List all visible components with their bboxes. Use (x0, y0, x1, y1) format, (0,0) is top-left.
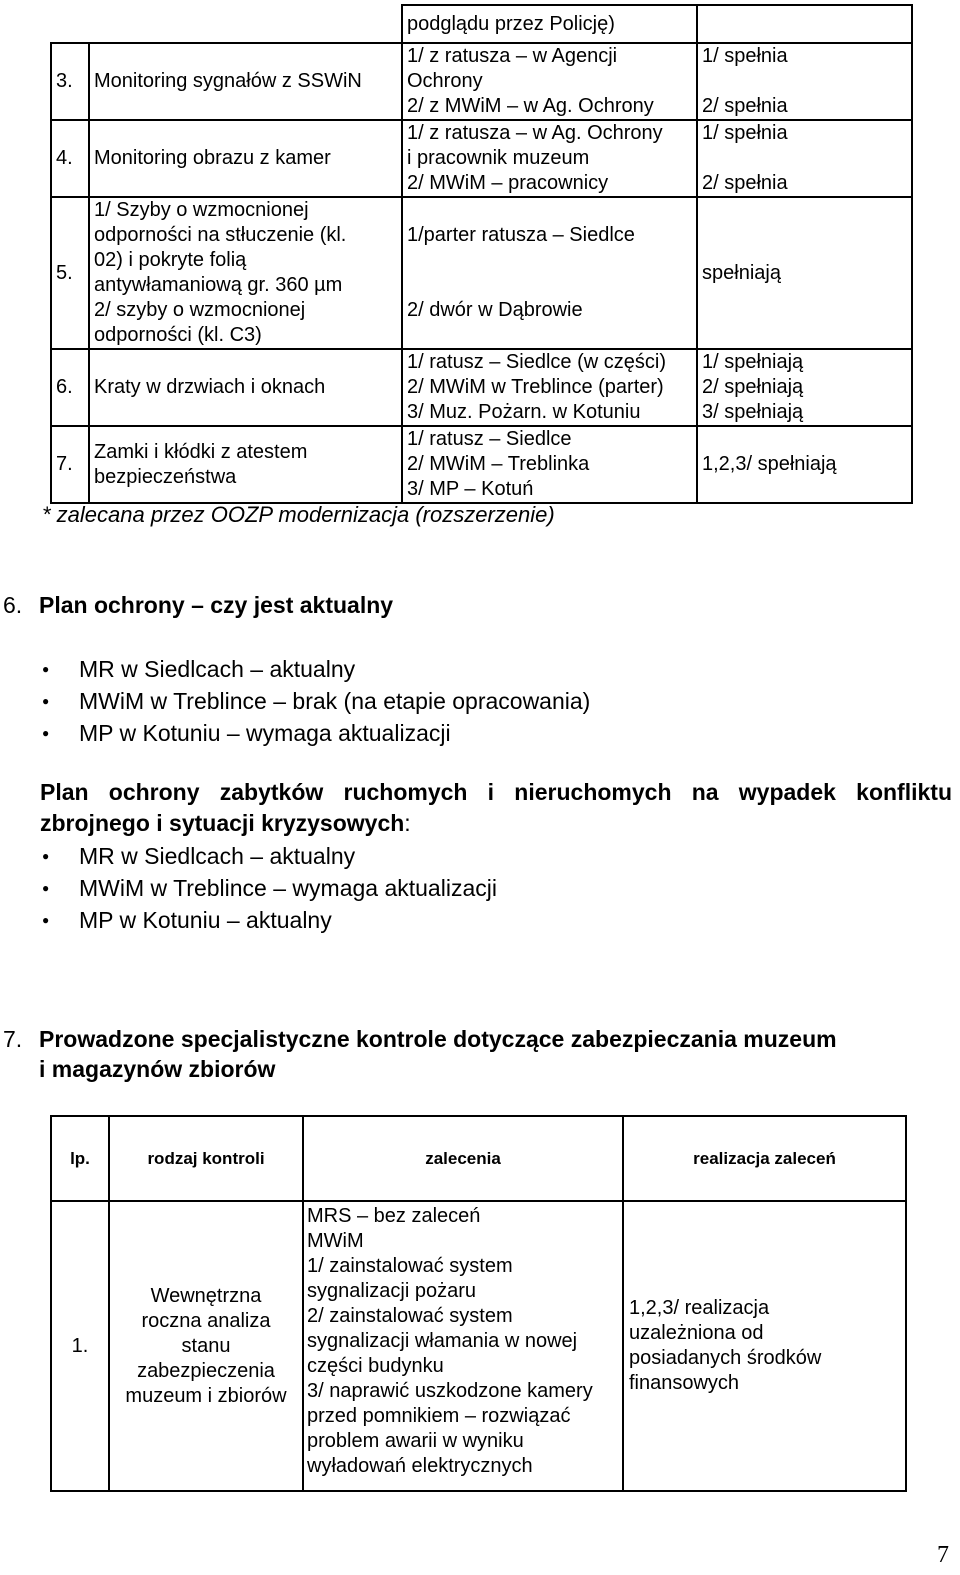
list-item: ● MP w Kotuniu – aktualny (40, 904, 497, 936)
cell-line: roczna analiza (141, 1309, 271, 1332)
header-continuation: podglądu przez Policję) (402, 5, 697, 43)
cell-line: posiadanych środków (629, 1347, 822, 1369)
cell-line: spełniają (702, 261, 781, 284)
cell-line: sygnalizacji włamania w nowej (307, 1330, 578, 1352)
cell-line: 3/ naprawić uszkodzone kamery (307, 1380, 593, 1402)
protection-plan-list (40, 653, 590, 749)
table-header-row (51, 1116, 906, 1201)
cell-line: uzależniona od (629, 1322, 764, 1344)
cell-line: 1/ spełnia (702, 45, 788, 67)
cell-line: 2/ spełniają (702, 376, 804, 398)
col-header-type: rodzaj kontroli (109, 1116, 303, 1201)
table-row (51, 43, 912, 120)
measure-name (89, 349, 402, 426)
cell-line: 2/ spełnia (702, 172, 788, 194)
cell-line: Monitoring sygnałów z SSWiN (94, 70, 362, 92)
section-7-heading: 7. Prowadzone specjalistyczne kontrole dotyczące zabezpieczania muzeum i magazynów zbiorów (3, 1026, 837, 1082)
cell-line: 1,2,3/ spełniają (702, 453, 837, 475)
cell-line: 3/ spełniają (702, 401, 804, 423)
col-header-lp: lp. (51, 1116, 109, 1201)
row-lp: 1. (51, 1201, 109, 1491)
cell-line: bezpieczeństwa (94, 465, 237, 488)
cell-line: 1/ ratusz – Siedlce (407, 428, 572, 450)
security-measures-table (50, 4, 913, 504)
row-number: 6. (51, 349, 89, 426)
list-item: ● MR w Siedlcach – aktualny (40, 653, 590, 685)
list-item: ● MWiM w Treblince – wymaga aktualizacji (40, 872, 497, 904)
cell-line: 02) i pokryte folią (94, 249, 247, 271)
realization (623, 1201, 906, 1491)
table-row (51, 426, 912, 503)
list-item: ● MWiM w Treblince – brak (na etapie opracowania) (40, 685, 590, 717)
cell-line: Monitoring obrazu z kamer (94, 147, 331, 169)
page-number: 7 (937, 1542, 949, 1568)
cell-line: części budynku (307, 1355, 444, 1377)
table-row (51, 5, 912, 43)
cell-line: 3/ MP – Kotuń (407, 478, 534, 500)
col-header-recommendations: zalecenia (303, 1116, 623, 1201)
measure-location (402, 426, 697, 503)
cell-line: 1/ spełniają (702, 351, 804, 373)
cell-line: 2/ spełnia (702, 95, 788, 117)
list-item: ● MR w Siedlcach – aktualny (40, 840, 497, 872)
cell-line: 2/ zainstalować system (307, 1305, 513, 1327)
measure-location (402, 120, 697, 197)
measure-status (697, 120, 912, 197)
cell-line: 2/ MWiM w Treblince (parter) (407, 376, 664, 398)
cell-line: i pracownik muzeum (407, 147, 590, 169)
row-number: 4. (51, 120, 89, 197)
cell-line: finansowych (629, 1372, 740, 1394)
cell-line: wyładowań elektrycznych (307, 1455, 533, 1477)
conflict-plan-list (40, 840, 497, 936)
cell-line: Ochrony (407, 70, 483, 92)
table-row (51, 349, 912, 426)
cell-line: 1/ z ratusza – w Ag. Ochrony (407, 122, 663, 144)
cell-line: 1/ Szyby o wzmocnionej (94, 199, 309, 221)
cell-line: stanu (181, 1334, 231, 1357)
section-6-heading: 6. Plan ochrony – czy jest aktualny (3, 592, 394, 618)
cell-line: zabezpieczenia (137, 1359, 275, 1382)
cell-line: MRS – bez zaleceń (307, 1205, 481, 1227)
conflict-plan-paragraph: Plan ochrony zabytków ruchomych i nieruchomych na wypadek konfliktu zbrojnego i sytuacji kryzysowych: (40, 779, 952, 836)
cell-line (702, 146, 907, 171)
control-type (109, 1201, 303, 1491)
cell-line: 2/ MWiM – Treblinka (407, 453, 590, 475)
cell-line: muzeum i zbiorów (125, 1384, 287, 1407)
cell-line: Wewnętrzna (150, 1284, 262, 1307)
measure-name (89, 197, 402, 349)
measure-status (697, 43, 912, 120)
row-number: 7. (51, 426, 89, 503)
controls-table (50, 1115, 907, 1492)
measure-status (697, 426, 912, 503)
measure-name (89, 43, 402, 120)
list-item: ● MP w Kotuniu – wymaga aktualizacji (40, 717, 590, 749)
cell-line: sygnalizacji pożaru (307, 1280, 476, 1302)
cell-line: 3/ Muz. Pożarn. w Kotuniu (407, 401, 641, 423)
col-header-realization: realizacja zaleceń (623, 1116, 906, 1201)
cell-line: odporności na stłuczenie (kl. (94, 224, 347, 246)
cell-line (702, 69, 907, 94)
cell-line: 1/parter ratusza – Siedlce (407, 224, 635, 246)
cell-line: 2/ MWiM – pracownicy (407, 172, 609, 194)
measure-name (89, 426, 402, 503)
cell-line: przed pomnikiem – rozwiązać (307, 1405, 571, 1427)
recommendations (303, 1201, 623, 1491)
row-number: 3. (51, 43, 89, 120)
cell-line: 1/ zainstalować system (307, 1255, 513, 1277)
measure-location (402, 349, 697, 426)
measure-location (402, 197, 697, 349)
measure-location (402, 43, 697, 120)
cell-line: problem awarii w wyniku (307, 1430, 524, 1452)
cell-line: 2/ z MWiM – w Ag. Ochrony (407, 95, 654, 117)
cell-line: MWiM (307, 1230, 364, 1252)
cell-line: 2/ szyby o wzmocnionej (94, 299, 306, 321)
table-row (51, 197, 912, 349)
cell-line: Kraty w drzwiach i oknach (94, 376, 326, 398)
measure-status (697, 197, 912, 349)
cell-line: 1/ spełnia (702, 122, 788, 144)
cell-line: 1/ ratusz – Siedlce (w części) (407, 351, 666, 373)
cell-line: odporności (kl. C3) (94, 324, 262, 346)
cell-line: 1/ z ratusza – w Agencji (407, 45, 618, 67)
table-row (51, 1201, 906, 1491)
measure-name (89, 120, 402, 197)
cell-line: 1,2,3/ realizacja (629, 1297, 770, 1319)
cell-line: Zamki i kłódki z atestem (94, 440, 308, 463)
modernization-note: * zalecana przez OOZP modernizacja (rozszerzenie) (42, 502, 555, 527)
row-number: 5. (51, 197, 89, 349)
cell-line: 2/ dwór w Dąbrowie (407, 299, 583, 321)
cell-line: antywłamaniową gr. 360 µm (94, 274, 343, 296)
measure-status (697, 349, 912, 426)
table-row (51, 120, 912, 197)
